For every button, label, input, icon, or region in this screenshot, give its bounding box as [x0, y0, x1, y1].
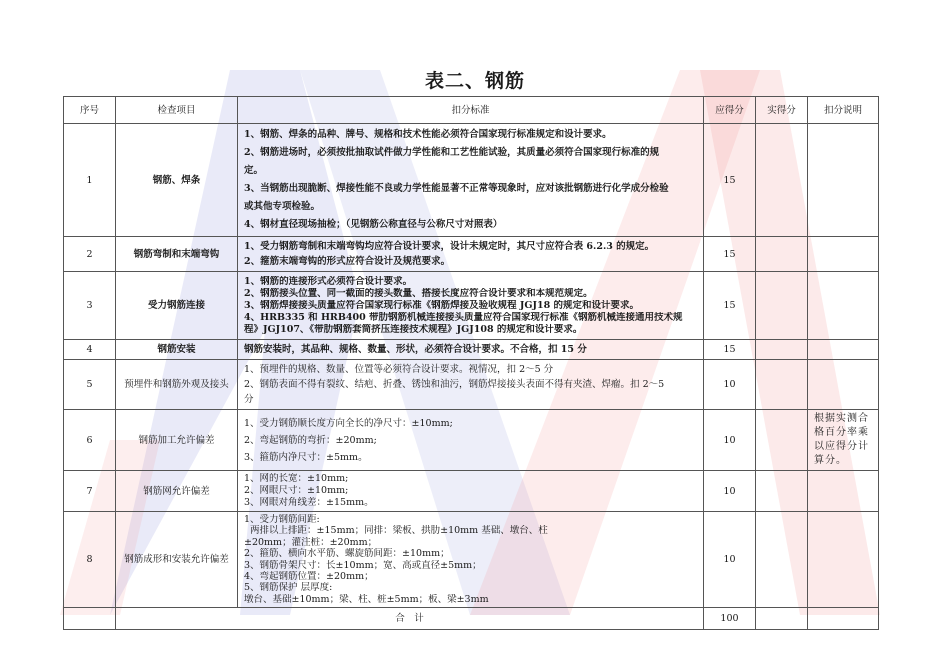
header-no: 序号	[64, 97, 116, 124]
row-note	[808, 512, 879, 608]
table-row	[64, 471, 879, 512]
standard-line: 或其他专项检验。	[244, 201, 321, 212]
row-score: 10	[704, 512, 756, 608]
standard-line: 3、当钢筋出现脆断、焊接性能不良或力学性能显著不正常等现象时，应对该批钢筋进行化学成分检验	[244, 183, 669, 194]
row-no: 8	[64, 512, 116, 608]
row-standard	[238, 340, 704, 360]
standard-line: 4、钢材直径现场抽检；（见钢筋公称直径与公称尺寸对照表）	[244, 219, 503, 230]
row-item: 钢筋加工允许偏差	[116, 410, 238, 471]
row-standard	[238, 272, 704, 340]
standard-line: 3、钢筋骨架尺寸：长±10mm；宽、高或直径±5mm；	[244, 559, 482, 571]
row-item: 受力钢筋连接	[116, 272, 238, 340]
row-actual-score	[756, 512, 808, 608]
row-score: 15	[704, 272, 756, 340]
row-actual-score	[756, 237, 808, 272]
row-actual-score	[756, 410, 808, 471]
standard-line: 1、钢筋、焊条的品种、牌号、规格和技术性能必须符合国家现行标准规定和设计要求。	[244, 129, 612, 140]
row-no: 7	[64, 471, 116, 512]
standard-line: 4、HRB335 和 HRB400 带肋钢筋机械连接接头质量应符合国家现行标准《钢筋机械连接通用技术规	[244, 311, 683, 323]
standard-line: 2、网眼尺寸：±10mm;	[244, 485, 349, 496]
row-score: 15	[704, 340, 756, 360]
standard-line: 4、弯起钢筋位置：±20mm；	[244, 571, 374, 583]
row-no: 6	[64, 410, 116, 471]
row-actual-score	[756, 471, 808, 512]
standard-line: 1、受力钢筋弯制和末端弯钩均应符合设计要求，设计未规定时，其尺寸应符合表 6.2.3 的规定。	[244, 241, 655, 252]
standard-line: 2、钢筋接头位置、同一截面的接头数量、搭接长度应符合设计要求和本规范规定。	[244, 287, 593, 299]
row-standard	[238, 512, 704, 608]
standard-line: 墩台、基础±10mm；梁、柱、桩±5mm；板、梁±3mm	[244, 593, 489, 605]
standard-line: 3、钢筋焊接接头质量应符合国家现行标准《钢筋焊接及验收规程 JGJ18 的规定和设计要求。	[244, 299, 640, 311]
standard-line: 2、钢筋进场时，必须按批抽取试件做力学性能和工艺性能试验，其质量必须符合国家现行标准的规	[244, 147, 660, 158]
row-standard	[238, 410, 704, 471]
row-item: 预埋件和钢筋外观及接头	[116, 360, 238, 410]
row-score: 10	[704, 360, 756, 410]
standard-line: 2、弯起钢筋的弯折：±20mm;	[244, 434, 377, 446]
row-note	[808, 340, 879, 360]
row-note	[808, 360, 879, 410]
total-label: 合 计	[116, 608, 704, 630]
table-row	[64, 360, 879, 410]
standard-line: 5、钢筋保护 层厚度:	[244, 582, 333, 594]
row-note	[808, 471, 879, 512]
row-score: 10	[704, 410, 756, 471]
header-actual-score: 实得分	[756, 97, 808, 124]
row-no: 2	[64, 237, 116, 272]
row-item: 钢筋弯制和末端弯钩	[116, 237, 238, 272]
row-standard	[238, 237, 704, 272]
row-standard	[238, 360, 704, 410]
row-actual-score	[756, 340, 808, 360]
table-row	[64, 410, 879, 471]
standard-line: 分	[244, 394, 254, 405]
standard-line: 1、受力钢筋间距:	[244, 514, 320, 525]
header-note: 扣分说明	[808, 97, 879, 124]
standard-line: 程》JGJ107、《带肋钢筋套筒挤压连接技术规程》JGJ108 的规定和设计要求。	[244, 323, 583, 335]
standard-line: 两排以上排距：±15mm；同排：梁板、拱肋±10mm 基础、墩台、柱	[244, 525, 548, 537]
row-item: 钢筋网允许偏差	[116, 471, 238, 512]
row-score: 15	[704, 237, 756, 272]
table-row	[64, 124, 879, 237]
row-score: 10	[704, 471, 756, 512]
row-note	[808, 272, 879, 340]
table-row	[64, 272, 879, 340]
table-row	[64, 340, 879, 360]
row-actual-score	[756, 360, 808, 410]
row-actual-score	[756, 124, 808, 237]
header-standard: 扣分标准	[238, 97, 704, 124]
standard-line: 1、钢筋的连接形式必须符合设计要求。	[244, 275, 413, 287]
standard-line: ±20mm；灌注桩：±20mm；	[244, 536, 378, 548]
standard-line: 2、钢筋表面不得有裂纹、结疤、折叠、锈蚀和油污，钢筋焊接接头表面不得有夹渣、焊瘤。扣 2～5	[244, 379, 665, 390]
total-score: 100	[704, 608, 756, 630]
row-note	[808, 124, 879, 237]
table-row	[64, 237, 879, 272]
row-standard	[238, 124, 704, 237]
total-blank	[64, 608, 116, 630]
standard-line: 3、箍筋内净尺寸：±5mm。	[244, 451, 368, 463]
row-no: 4	[64, 340, 116, 360]
table-row	[64, 512, 879, 608]
standard-line: 3、网眼对角线差：±15mm。	[244, 497, 374, 508]
standard-line: 2、箍筋、横向水平筋、螺旋筋间距：±10mm；	[244, 548, 450, 560]
row-actual-score	[756, 272, 808, 340]
row-no: 5	[64, 360, 116, 410]
page-title: 表二、钢筋	[424, 70, 525, 92]
row-score: 15	[704, 124, 756, 237]
standard-line: 1、网的长宽：±10mm;	[244, 473, 349, 484]
row-item: 钢筋成形和安装允许偏差	[116, 512, 238, 608]
standard-line: 2、箍筋末端弯钩的形式应符合设计及规范要求。	[244, 256, 451, 267]
row-note: 根据实测合格百分率乘以应得分计算分。	[808, 410, 879, 471]
row-note	[808, 237, 879, 272]
row-no: 3	[64, 272, 116, 340]
total-row	[64, 608, 879, 630]
header-row	[64, 97, 879, 124]
inspection-table	[63, 96, 879, 630]
header-item: 检查项目	[116, 97, 238, 124]
row-item: 钢筋安装	[116, 340, 238, 360]
total-note	[808, 608, 879, 630]
standard-line: 1、受力钢筋顺长度方向全长的净尺寸：±10mm;	[244, 417, 453, 429]
header-full-score: 应得分	[704, 97, 756, 124]
row-item: 钢筋、焊条	[116, 124, 238, 237]
standard-line: 钢筋安装时，其品种、规格、数量、形状，必须符合设计要求。不合格，扣 15 分	[244, 344, 587, 355]
row-standard	[238, 471, 704, 512]
standard-line: 定。	[244, 165, 264, 176]
row-no: 1	[64, 124, 116, 237]
total-actual-score	[756, 608, 808, 630]
standard-line: 1、预埋件的规格、数量、位置等必须符合设计要求。视情况，扣 2～5 分	[244, 364, 554, 375]
